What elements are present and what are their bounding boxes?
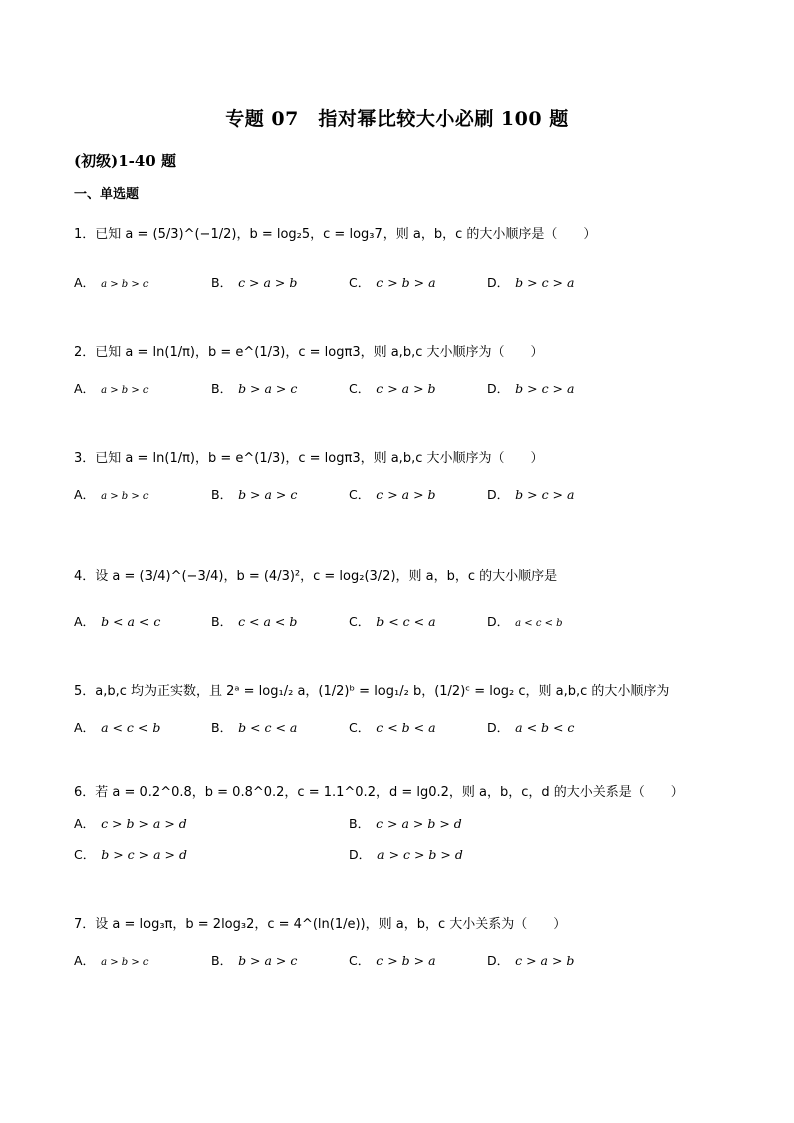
option-label: D．: [487, 381, 510, 396]
question-1-option-a[interactable]: [74, 273, 149, 291]
option-value: c > b > a: [376, 275, 436, 290]
question-3-option-a[interactable]: [74, 485, 149, 503]
option-label: A．: [74, 487, 96, 502]
option-value: b > c > a: [515, 487, 575, 502]
option-label: C．: [349, 614, 371, 629]
option-value: a > b > c: [101, 957, 149, 968]
question-2-option-b[interactable]: [211, 379, 297, 397]
option-label: C．: [349, 953, 371, 968]
option-label: D．: [487, 275, 510, 290]
option-value: a > b > c: [101, 279, 149, 290]
option-value: c > a > b: [376, 381, 436, 396]
option-value: b < a < c: [101, 614, 161, 629]
option-label: A．: [74, 275, 96, 290]
option-value: a > b > c: [101, 491, 149, 502]
option-label: A．: [74, 381, 96, 396]
option-value: a > c > b > d: [377, 847, 463, 862]
question-3-option-c[interactable]: [349, 485, 436, 503]
option-label: B．: [211, 381, 233, 396]
question-7-option-d[interactable]: [487, 951, 574, 969]
option-label: B．: [349, 816, 371, 831]
question-6-option-a[interactable]: [74, 814, 187, 832]
question-2-option-c[interactable]: [349, 379, 436, 397]
question-6-stem: 6．若 a = 0.2^0.8，b = 0.8^0.2，c = 1.1^0.2，d = lg0.2，则 a，b，c，d 的大小关系是（ ）: [74, 785, 684, 800]
question-1-option-b[interactable]: [211, 273, 297, 291]
question-2-option-d[interactable]: [487, 379, 574, 397]
option-label: C．: [349, 720, 371, 735]
question-6-option-d[interactable]: [349, 845, 463, 863]
option-label: B．: [211, 720, 233, 735]
question-5-option-a[interactable]: [74, 718, 160, 736]
option-label: A．: [74, 614, 96, 629]
option-value: c > a > b: [238, 275, 298, 290]
option-value: a < b < c: [515, 720, 575, 735]
option-label: A．: [74, 720, 96, 735]
section-heading: 一、单选题: [74, 187, 140, 202]
option-label: A．: [74, 953, 96, 968]
option-value: c > b > a: [376, 953, 436, 968]
page-subtitle: (初级)1-40 题: [74, 152, 176, 170]
option-label: C．: [349, 275, 371, 290]
option-value: b > a > c: [238, 381, 298, 396]
question-7-option-b[interactable]: [211, 951, 297, 969]
option-label: D．: [487, 614, 510, 629]
question-1-option-d[interactable]: [487, 273, 574, 291]
option-value: c > a > b: [376, 487, 436, 502]
question-2-stem: 2．已知 a = ln(1/π)，b = e^(1/3)，c = logπ3，则 a,b,c 大小顺序为（ ）: [74, 345, 544, 360]
question-4-option-d[interactable]: [487, 612, 563, 630]
option-value: a > b > c: [101, 385, 149, 396]
option-label: B．: [211, 275, 233, 290]
option-label: A．: [74, 816, 96, 831]
option-label: D．: [487, 487, 510, 502]
question-4-stem: 4．设 a = (3/4)^(−3/4)，b = (4/3)²，c = log₂(3/2)，则 a，b，c 的大小顺序是: [74, 569, 558, 584]
question-4-option-b[interactable]: [211, 612, 297, 630]
question-2-option-a[interactable]: [74, 379, 149, 397]
option-value: b > a > c: [238, 953, 298, 968]
question-4-option-a[interactable]: [74, 612, 160, 630]
question-5-option-c[interactable]: [349, 718, 436, 736]
page-title: 专题 07 指对幂比较大小必刷 100 题: [225, 108, 569, 130]
question-6-option-c[interactable]: [74, 845, 187, 863]
question-3-option-d[interactable]: [487, 485, 574, 503]
option-label: C．: [74, 847, 96, 862]
question-7-option-c[interactable]: [349, 951, 436, 969]
question-5-option-b[interactable]: [211, 718, 297, 736]
option-label: D．: [487, 720, 510, 735]
option-label: B．: [211, 953, 233, 968]
option-label: D．: [349, 847, 372, 862]
option-value: c > b > a > d: [101, 816, 187, 831]
option-value: c > a > b > d: [376, 816, 462, 831]
option-value: c > a > b: [515, 953, 575, 968]
question-4-option-c[interactable]: [349, 612, 436, 630]
option-value: b > c > a: [515, 381, 575, 396]
question-5-option-d[interactable]: [487, 718, 574, 736]
option-label: C．: [349, 381, 371, 396]
question-5-stem: 5．a,b,c 均为正实数，且 2ᵃ = log₁/₂ a，(1/2)ᵇ = log₁/₂ b，(1/2)ᶜ = log₂ c，则 a,b,c 的大小顺序为: [74, 684, 670, 699]
option-value: c < b < a: [376, 720, 436, 735]
option-value: b > c > a > d: [101, 847, 187, 862]
question-6-option-b[interactable]: [349, 814, 462, 832]
option-value: b < c < a: [238, 720, 298, 735]
option-value: c < a < b: [238, 614, 298, 629]
option-label: D．: [487, 953, 510, 968]
option-value: b < c < a: [376, 614, 436, 629]
question-1-option-c[interactable]: [349, 273, 436, 291]
option-value: a < c < b: [101, 720, 161, 735]
question-3-stem: 3．已知 a = ln(1/π)，b = e^(1/3)，c = logπ3，则 a,b,c 大小顺序为（ ）: [74, 451, 544, 466]
option-value: a < c < b: [515, 618, 563, 629]
question-7-stem: 7．设 a = log₃π，b = 2log₃2，c = 4^(ln(1/e))，则 a，b，c 大小关系为（ ）: [74, 917, 567, 932]
option-label: C．: [349, 487, 371, 502]
option-value: b > c > a: [515, 275, 575, 290]
option-label: B．: [211, 487, 233, 502]
question-3-option-b[interactable]: [211, 485, 297, 503]
option-label: B．: [211, 614, 233, 629]
question-7-option-a[interactable]: [74, 951, 149, 969]
question-1-stem: 1．已知 a = (5/3)^(−1/2)，b = log₂5，c = log₃7，则 a，b，c 的大小顺序是（ ）: [74, 227, 597, 242]
option-value: b > a > c: [238, 487, 298, 502]
